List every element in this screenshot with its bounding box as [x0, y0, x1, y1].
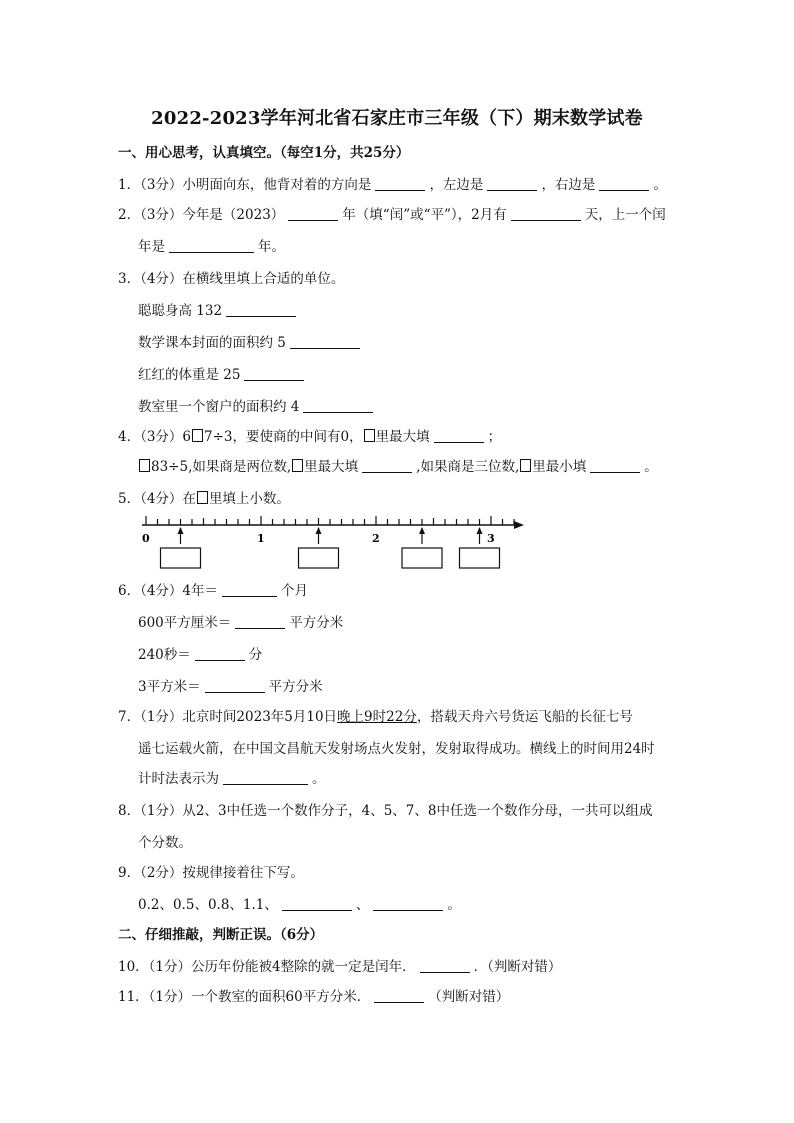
question-7-line-3: 计时法表示为 。: [138, 771, 326, 787]
question-6-item-4: 3平方米＝ 平方分米: [138, 679, 323, 695]
question-3-item-4: 教室里一个窗户的面积约 4: [138, 398, 377, 416]
section-heading-2: 二、仔细推敲，判断正误。（6分）: [118, 927, 324, 943]
answer-blank[interactable]: [373, 896, 443, 911]
question-9: 9．（2分）按规律接着往下写。: [118, 865, 304, 881]
answer-blank[interactable]: [362, 458, 412, 473]
answer-blank[interactable]: [282, 896, 352, 911]
question-7: 7．（1分）北京时间2023年5月10日晚上9时22分，搭载天舟六号货运飞船的长征七号: [118, 709, 633, 725]
tick-label: 0: [142, 532, 150, 545]
answer-blank[interactable]: [487, 176, 537, 191]
question-7-line-2: 遥七运载火箭，在中国文昌航天发射场点火发射，发射取得成功。横线上的时间用24时: [138, 741, 655, 757]
box-icon: [292, 459, 303, 472]
answer-blank[interactable]: [590, 458, 640, 473]
question-6: 6．（4分）4年＝ 个月: [118, 583, 309, 599]
up-arrow-icon: [316, 527, 322, 534]
question-6-item-3: 240秒＝ 分: [138, 647, 263, 663]
page-title: 2022-2023学年河北省石家庄市三年级（下）期末数学试卷: [151, 108, 643, 129]
box-icon: [197, 491, 208, 504]
answer-box[interactable]: [402, 548, 442, 568]
question-8: 8．（1分）从2、3中任选一个数作分子，4、5、7、8中任选一个数作分母，一共可以组成: [118, 803, 653, 819]
answer-blank[interactable]: [235, 614, 285, 629]
up-arrow-icon: [477, 527, 483, 534]
number-line-ticks: [146, 516, 514, 525]
tick-label: 2: [372, 532, 380, 545]
box-icon: [139, 459, 150, 472]
number-line-figure: [136, 510, 536, 580]
question-2-line-2: 年是 年。: [138, 239, 285, 255]
box-icon: [192, 429, 203, 442]
answer-blank[interactable]: [223, 770, 308, 785]
answer-blank[interactable]: [420, 958, 470, 973]
answer-box[interactable]: [161, 548, 201, 568]
answer-blank[interactable]: [599, 176, 649, 191]
question-11: 11．（1分）一个教室的面积60平方分米． （判断对错）: [118, 989, 510, 1005]
question-5: 5．（4分）在 里填上小数。: [118, 491, 290, 507]
number-line-arrows: [161, 527, 500, 568]
question-3-item-2: 数学课本封面的面积约 5: [138, 334, 364, 352]
answer-blank[interactable]: [375, 176, 425, 191]
up-arrow-icon: [419, 527, 425, 534]
answer-blank[interactable]: [290, 334, 360, 349]
answer-box[interactable]: [299, 548, 339, 568]
tick-label: 3: [487, 532, 495, 545]
answer-blank[interactable]: [244, 366, 304, 381]
box-icon: [520, 459, 531, 472]
answer-blank[interactable]: [205, 678, 265, 693]
answer-blank[interactable]: [226, 302, 296, 317]
question-8-line-2: 个分数。: [138, 835, 192, 851]
answer-box[interactable]: [460, 548, 500, 568]
question-4-line-2: 83÷5,如果商是两位数, 里最大填 ,如果商是三位数, 里最小填 。: [138, 458, 658, 476]
question-9-line-2: 0.2、0.5、0.8、1.1、 、 。: [138, 897, 461, 913]
question-4: 4．（3分）6 7÷3，要使商的中间有0， 里最大填 ；: [118, 429, 502, 445]
answer-blank[interactable]: [222, 582, 277, 597]
question-10: 10．（1分）公历年份能被4整除的就一定是闰年． ．（判断对错）: [118, 959, 562, 975]
question-3: 3．（4分）在横线里填上合适的单位。: [118, 271, 345, 287]
up-arrow-icon: [178, 527, 184, 534]
answer-blank[interactable]: [303, 398, 373, 413]
answer-blank[interactable]: [511, 206, 581, 221]
section-heading-1: 一、用心思考，认真填空。（每空1分，共25分）: [118, 145, 410, 161]
question-1: 1．（3分）小明面向东，他背对着的方向是 ，左边是 ，右边是 。: [118, 177, 667, 193]
answer-blank[interactable]: [195, 646, 245, 661]
question-6-item-2: 600平方厘米＝ 平方分米: [138, 615, 344, 631]
underlined-time: 晚上9时22分: [337, 709, 417, 725]
answer-blank[interactable]: [434, 428, 484, 443]
answer-blank[interactable]: [374, 988, 424, 1003]
question-3-item-3: 红红的体重是 25: [138, 366, 308, 384]
question-2: 2．（3分）今年是（2023） 年（填“闰”或“平”），2月有 天，上一个闰: [118, 207, 666, 223]
box-icon: [364, 429, 375, 442]
axis-arrowhead: [514, 521, 524, 529]
question-3-item-1: 聪聪身高 132: [138, 302, 300, 320]
answer-blank[interactable]: [288, 206, 338, 221]
answer-blank[interactable]: [169, 238, 254, 253]
tick-label: 1: [257, 532, 265, 545]
